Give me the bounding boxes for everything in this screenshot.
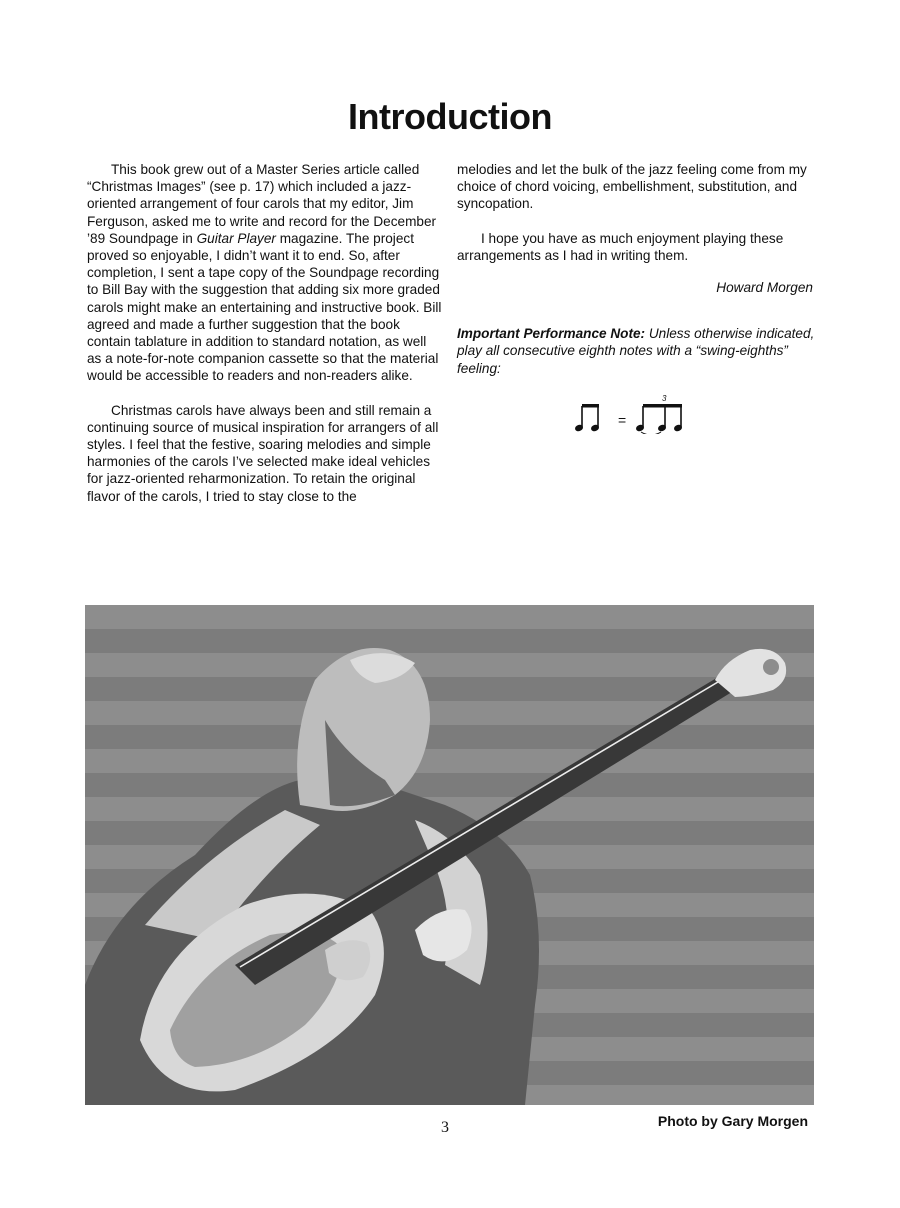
magazine-title: Guitar Player bbox=[196, 230, 276, 246]
triplet-number: 3 bbox=[662, 394, 667, 403]
performance-note: Important Performance Note: Unless otherwise indicated, play all consecutive eighth notes with a “swing-eighths” feeling: bbox=[457, 326, 815, 376]
intro-paragraph-2: Christmas carols have always been and still remain a continuing source of musical inspiration for arrangers of all styles. I feel that the festive, soaring melodies and simple harmonies of the carols I’ve selected make ideal vehicles for jazz-oriented reharmonization. To retain the original flavor of the carols, I tried to stay close to the bbox=[87, 402, 439, 504]
right-column bbox=[457, 161, 817, 377]
left-column bbox=[87, 161, 442, 505]
guitarist-photo bbox=[85, 605, 814, 1105]
author-signature: Howard Morgen bbox=[716, 280, 813, 296]
performance-note-label: Important Performance Note: bbox=[457, 326, 646, 342]
swing-triplet-icon bbox=[636, 394, 683, 434]
intro-paragraph-4: I hope you have as much enjoyment playing these arrangements as I had in writing them. bbox=[457, 230, 784, 263]
page-number: 3 bbox=[441, 1119, 449, 1136]
photo-credit: Photo by Gary Morgen bbox=[657, 1113, 808, 1129]
page-title: Introduction bbox=[348, 96, 552, 137]
equals-sign: = bbox=[618, 412, 627, 428]
eighth-note-pair-icon bbox=[575, 404, 600, 432]
swing-eighths-notation bbox=[570, 392, 690, 434]
intro-paragraph-3: melodies and let the bulk of the jazz feeling come from my choice of chord voicing, embellishment, substitution, and syncopation. bbox=[457, 162, 807, 212]
intro-paragraph-1: This book grew out of a Master Series article called “Christmas Images” (see p. 17) which included a jazz-oriented arrangement of four carols that my editor, Jim Ferguson, asked me to write and record for the December ’89 Soundpage in Guitar Player magazine. The project proved so enjoyable, I didn’t want it to end. So, after completion, I sent a tape copy of the Soundpage recording to Bill Bay with the suggestion that adding six more graded carols might make an entertaining and instructive book. Bill agreed and made a further suggestion that the book contain tablature in addition to standard notation, as well as a note-for-note companion cassette so that the material would be accessible to readers and non-readers alike. bbox=[87, 162, 442, 384]
